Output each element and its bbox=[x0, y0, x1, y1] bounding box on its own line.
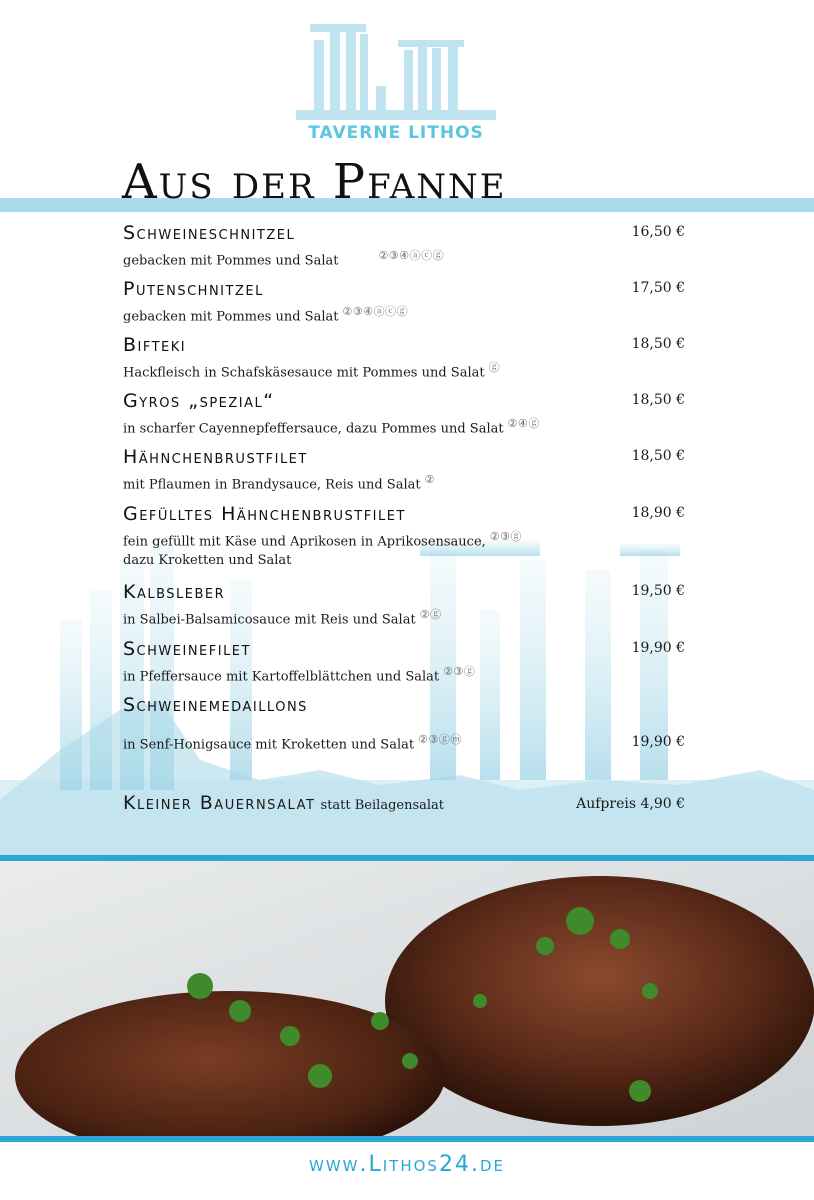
brand-name: TAVERNE LITHOS bbox=[308, 123, 484, 143]
allergen-codes: ②③ⓖⓜ bbox=[418, 733, 462, 746]
menu-item bbox=[123, 278, 685, 326]
website-url[interactable]: www.Lithos24.de bbox=[309, 1152, 505, 1177]
menu-item bbox=[123, 446, 685, 494]
item-description: Hackfleisch in Schafskäsesauce mit Pommes und Salat ⓖ bbox=[123, 361, 501, 381]
item-price: 19,90 € bbox=[631, 640, 685, 656]
item-name: Gyros „spezial“ bbox=[123, 390, 275, 412]
page-title: Aus der Pfanne bbox=[122, 154, 507, 210]
item-description: in scharfer Cayennepfeffersauce, dazu Pommes und Salat ②④ⓖ bbox=[123, 417, 540, 437]
item-name: Hähnchenbrustfilet bbox=[123, 446, 308, 468]
food-photo bbox=[0, 861, 814, 1136]
allergen-codes: ②③ⓖ bbox=[443, 665, 476, 678]
item-description: in Senf-Honigsauce mit Kroketten und Salat ②③ⓖⓜ bbox=[123, 733, 462, 753]
extra-name: Kleiner Bauernsalat bbox=[123, 792, 316, 814]
item-price: 19,90 € bbox=[631, 734, 685, 750]
item-name: Schweinefilet bbox=[123, 638, 251, 660]
item-price: 18,50 € bbox=[631, 448, 685, 464]
temple-icon bbox=[286, 10, 506, 125]
menu-item bbox=[123, 503, 685, 570]
item-price: 18,50 € bbox=[631, 392, 685, 408]
allergen-codes: ② bbox=[424, 473, 435, 486]
item-description: mit Pflaumen in Brandysauce, Reis und Salat ② bbox=[123, 473, 435, 493]
menu-item bbox=[123, 222, 685, 270]
item-name: Bifteki bbox=[123, 334, 187, 356]
item-price: 17,50 € bbox=[631, 280, 685, 296]
allergen-codes: ②ⓖ bbox=[419, 608, 442, 621]
allergen-codes: ②③ⓖ bbox=[489, 530, 523, 543]
logo bbox=[286, 10, 506, 143]
allergen-codes: ②③④ⓐⓒⓖ bbox=[342, 305, 409, 318]
menu-item bbox=[123, 334, 685, 382]
extra-description: statt Beilagensalat bbox=[320, 798, 445, 813]
item-price: 19,50 € bbox=[631, 583, 685, 599]
item-name: Putenschnitzel bbox=[123, 278, 264, 300]
divider-line bbox=[0, 1136, 814, 1142]
extra-item bbox=[123, 792, 685, 814]
item-price: 16,50 € bbox=[631, 224, 685, 240]
extra-price: Aufpreis 4,90 € bbox=[576, 796, 685, 812]
item-name: Kalbsleber bbox=[123, 581, 226, 603]
menu-item bbox=[123, 390, 685, 438]
item-name: Gefülltes Hähnchenbrustfilet bbox=[123, 503, 406, 525]
item-price: 18,50 € bbox=[631, 336, 685, 352]
allergen-codes: ②③④ⓐⓒⓖ bbox=[378, 249, 445, 262]
menu-item bbox=[123, 694, 685, 754]
item-description: gebacken mit Pommes und Salat ②③④ⓐⓒⓖ bbox=[123, 249, 445, 269]
item-description: fein gefüllt mit Käse und Aprikosen in Aprikosensauce, ②③ⓖ dazu Kroketten und Salat bbox=[123, 530, 523, 569]
menu-item bbox=[123, 581, 685, 629]
item-price: 18,90 € bbox=[631, 505, 685, 521]
item-name: Schweinemedaillons bbox=[123, 694, 308, 716]
allergen-codes: ②④ⓖ bbox=[507, 417, 540, 430]
item-description: in Salbei-Balsamicosauce mit Reis und Salat ②ⓖ bbox=[123, 608, 442, 628]
item-name: Schweineschnitzel bbox=[123, 222, 296, 244]
item-description: gebacken mit Pommes und Salat ②③④ⓐⓒⓖ bbox=[123, 305, 409, 325]
menu-item bbox=[123, 638, 685, 686]
item-description: in Pfeffersauce mit Kartoffelblättchen und Salat ②③ⓖ bbox=[123, 665, 476, 685]
allergen-codes: ⓖ bbox=[488, 361, 501, 374]
